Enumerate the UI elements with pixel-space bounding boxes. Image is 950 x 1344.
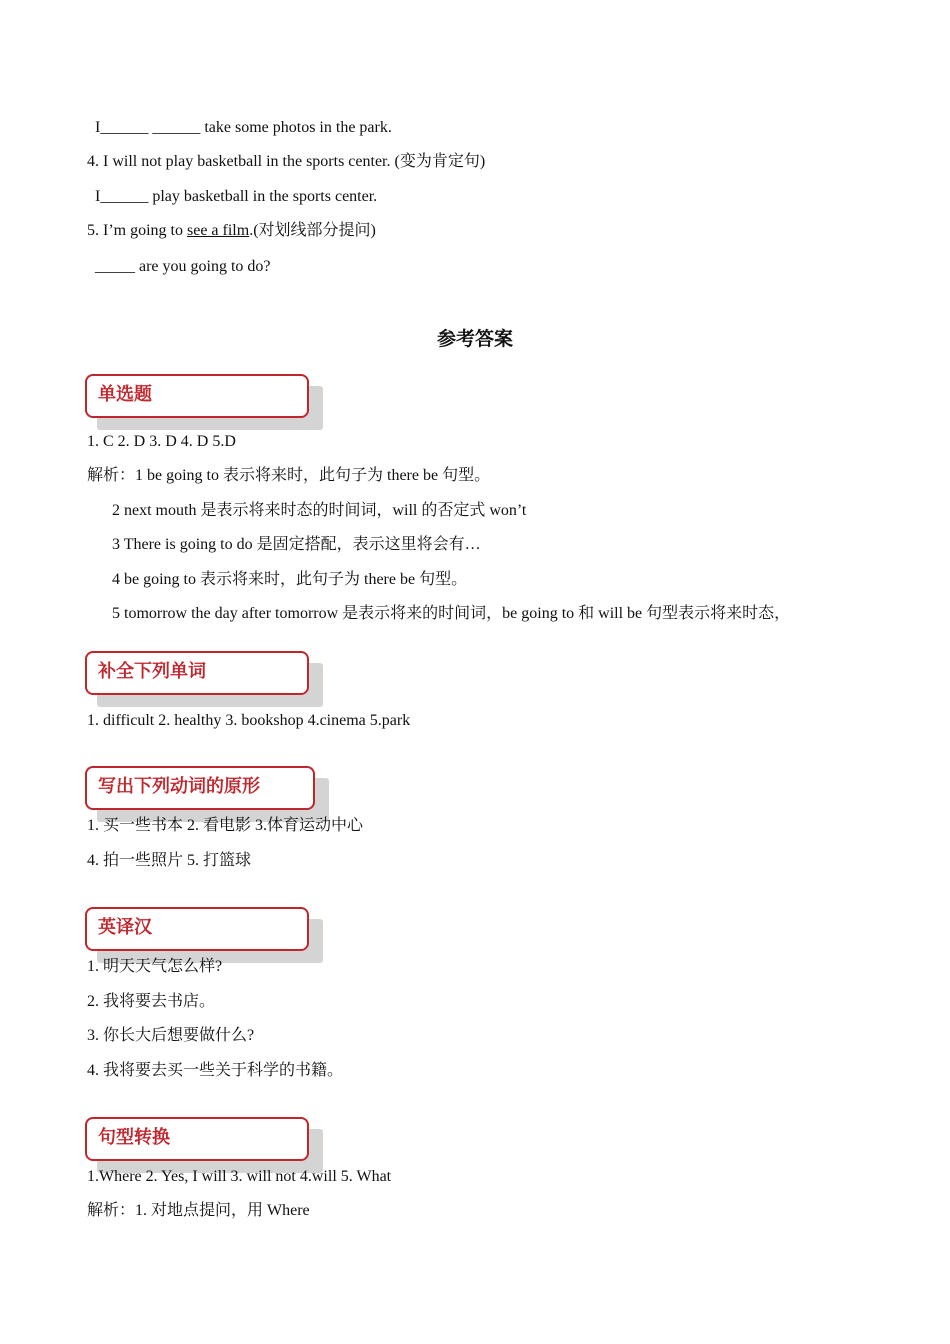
section-heading-single-choice bbox=[85, 374, 309, 418]
section-heading-sentence-transform bbox=[85, 1117, 309, 1161]
section-heading-label: 英译汉 bbox=[98, 917, 152, 938]
translate-line: 1. 明天天气怎么样? bbox=[87, 958, 223, 975]
q5-prefix: 5. I’m going to bbox=[87, 222, 187, 239]
translate-line: 2. 我将要去书店。 bbox=[87, 993, 216, 1010]
analysis-line: 3 There is going to do 是固定搭配，表示这里将会有… bbox=[112, 536, 481, 553]
answers-title: 参考答案 bbox=[436, 328, 513, 350]
translate-line: 3. 你长大后想要做什么? bbox=[87, 1027, 255, 1044]
section-heading-verb-forms bbox=[85, 766, 315, 810]
section-heading-label: 单选题 bbox=[98, 384, 152, 405]
q4-answer-line: I______ play basketball in the sports center. bbox=[95, 188, 378, 205]
section-heading-translate bbox=[85, 907, 309, 951]
single-choice-answers: 1. C 2. D 3. D 4. D 5.D bbox=[87, 433, 236, 450]
translate-line: 4. 我将要去买一些关于科学的书籍。 bbox=[87, 1062, 344, 1079]
analysis-line: 解析：1 be going to 表示将来时，此句子为 there be 句型。 bbox=[87, 467, 491, 484]
complete-words-answers: 1. difficult 2. healthy 3. bookshop 4.cinema 5.park bbox=[87, 712, 411, 729]
verb-forms-line: 1. 买一些书本 2. 看电影 3.体育运动中心 bbox=[87, 817, 364, 834]
q3-answer-line: I______ ______ take some photos in the park. bbox=[95, 119, 392, 136]
q5-prompt bbox=[87, 221, 376, 241]
verb-forms-line: 4. 拍一些照片 5. 打篮球 bbox=[87, 852, 252, 869]
sentence-transform-answers: 1.Where 2. Yes, I will 3. will not 4.will 5. What bbox=[87, 1168, 392, 1185]
section-heading-complete-words bbox=[85, 651, 309, 695]
q4-prompt: 4. I will not play basketball in the sports center. (变为肯定句) bbox=[87, 153, 486, 170]
section-heading-label: 补全下列单词 bbox=[98, 661, 206, 682]
analysis-line: 5 tomorrow the day after tomorrow 是表示将来的时间词，be going to 和 will be 句型表示将来时态， bbox=[112, 605, 791, 622]
q5-suffix: .(对划线部分提问) bbox=[249, 222, 376, 239]
sentence-transform-analysis: 解析：1. 对地点提问，用 Where bbox=[87, 1202, 310, 1219]
q5-underlined: see a film bbox=[187, 222, 250, 239]
section-heading-label: 写出下列动词的原形 bbox=[98, 776, 260, 797]
analysis-line: 2 next mouth 是表示将来时态的时间词，will 的否定式 won’t bbox=[112, 502, 527, 519]
q5-answer-line: _____ are you going to do? bbox=[95, 258, 271, 275]
analysis-line: 4 be going to 表示将来时，此句子为 there be 句型。 bbox=[112, 571, 468, 588]
section-heading-label: 句型转换 bbox=[98, 1127, 170, 1148]
